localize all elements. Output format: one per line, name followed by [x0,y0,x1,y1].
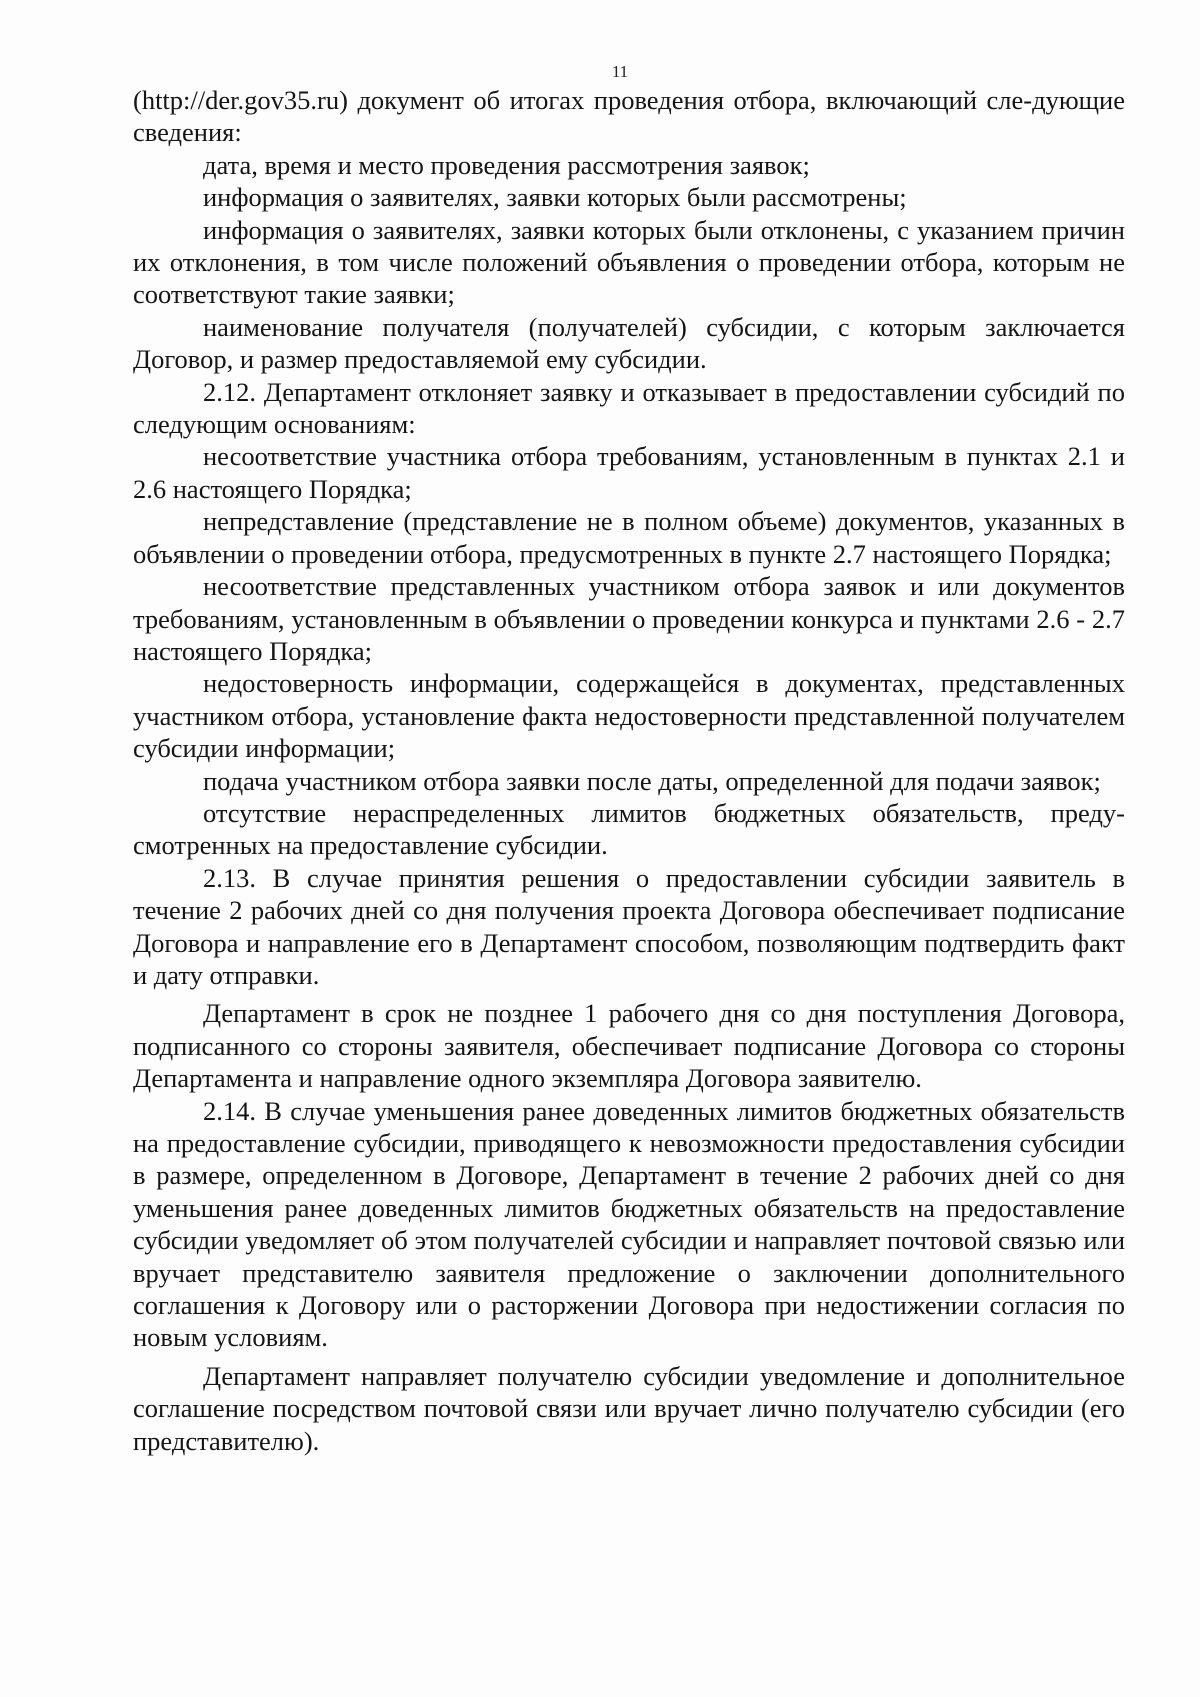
paragraph-department-signing: Департамент в срок не позднее 1 рабочего дня со дня поступления Договора, подписанного со стороны заявителя, обеспечивает подписание Договора со стороны Департамента и направление одного экземпляра Договора заявителю. [133,998,1125,1094]
paragraph-section-2-14: 2.14. В случае уменьшения ранее доведенных лимитов бюджетных обязательств на предоставление субсидии, приводящего к невозможности предоставления субсидии в размере, определенном в Договоре, Департамент в течение 2 рабочих дней со дня уменьшения ранее доведенных лимитов бюджетных обязательств на предоставление субсидии уведомляет об этом получателей субсидии и направляет почтовой связью или вручает представителю заявителя предложение о заключении дополнительного соглашения к Договору или о расторжении Договора при недостижении согласия по новым условиям. [133,1095,1125,1353]
paragraph-item: несоответствие представленных участником отбора заявок и или документов требованиям, установленным в объявлении о проведении конкурса и пунктами 2.6 - 2.7 настоящего Порядка; [133,571,1125,666]
page-number: 11 [611,62,629,81]
scan-artifact [1070,1681,1130,1691]
paragraph-item: наименование получателя (получателей) субсидии, с которым заключается Договор, и размер предоставляемой ему субсидии. [133,311,1125,375]
paragraph-item: информация о заявителях, заявки которых были отклонены, с указанием причин их отклонения, в том числе положений объявления о проведении отбора, которым не соответствуют такие заявки; [133,214,1125,310]
paragraph-item: несоответствие участника отбора требованиям, установленным в пунктах 2.1 и 2.6 настоящего Порядка; [133,441,1125,504]
paragraph-item: дата, время и место проведения рассмотрения заявок; [203,149,810,180]
paragraph-item: недостоверность информации, содержащейся в документах, представленных участником отбора, установление факта недостоверности представленной получателем субсидии информации; [133,668,1125,764]
paragraph-item: подача участником отбора заявки после даты, определенной для подачи заявок; [203,765,1101,796]
paragraph-item: непредставление (представление не в полном объеме) документов, указанных в объявлении о проведении отбора, предусмотренных в пункте 2.7 настоящего Порядка; [133,506,1125,569]
paragraph-item: отсутствие нераспределенных лимитов бюджетных обязательств, предусмотренных на предоставление субсидии. [133,797,1125,861]
paragraph-intro: (http://der.gov35.ru) документ об итогах проведения отбора, включающий сле-дующие сведения: [133,85,1125,148]
paragraph-department-notice: Департамент направляет получателю субсидии уведомление и дополнительное соглашение посредством почтовой связи или вручает лично получателю субсидии (его представителю). [133,1360,1125,1456]
paragraph-section-2-12: 2.12. Департамент отклоняет заявку и отказывает в предоставлении субсидий по следующим основаниям: [133,376,1125,440]
paragraph-item: информация о заявителях, заявки которых были рассмотрены; [203,182,907,213]
document-body [133,84,1125,1457]
paragraph-section-2-13: 2.13. В случае принятия решения о предоставлении субсидии заявитель в течение 2 рабочих дней со дня получения проекта Договора обеспечивает подписание Договора и направление его в Департамент способом, позволяющим подтвердить факт и дату отправки. [133,862,1125,990]
